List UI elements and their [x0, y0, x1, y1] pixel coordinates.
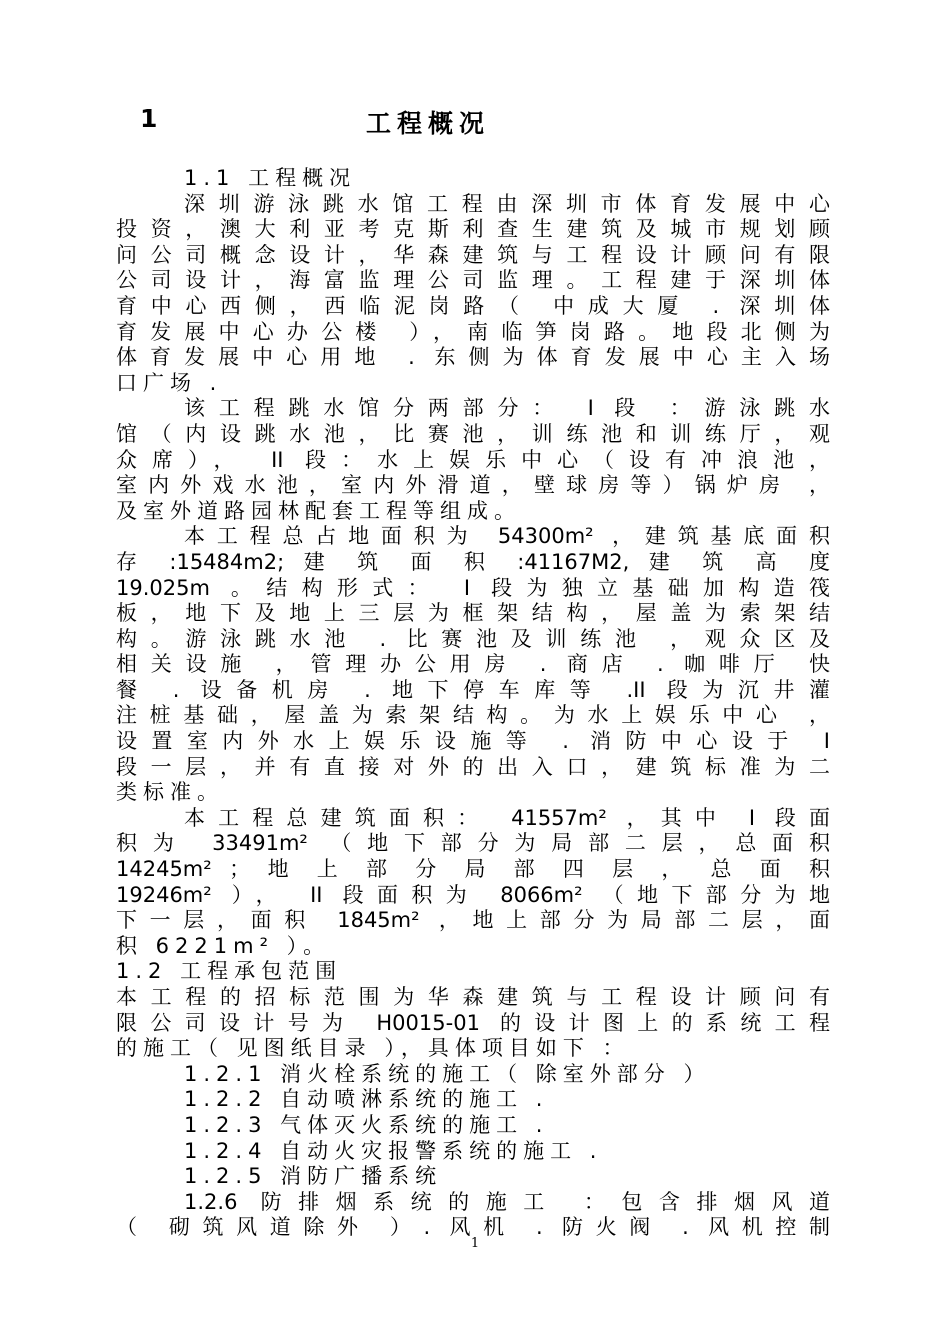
text-line: 室内外戏水池，室内外滑道，壁球房等）锅炉房 ，: [116, 473, 830, 498]
text-line: 板，地下及地上三层为框架结构，屋盖为索架结: [116, 601, 830, 626]
text-line: 1.1 工程概况: [184, 166, 357, 190]
text-line: 口广场 .: [116, 370, 223, 395]
text-line: 公司设计，海富监理公司监理。工程建于深圳体: [116, 268, 830, 293]
text-line: 本工程总建筑面积： 41557m² ，其中 I 段面: [184, 805, 830, 830]
text-line: 类标准。: [116, 780, 224, 805]
text-line: 问公司概念设计，华森建筑与工程设计顾问有限: [116, 242, 830, 267]
text-line: 19.025m 。结构形式： I 段为独立基础加构造筏: [116, 575, 830, 600]
document-body: [116, 166, 830, 1241]
chapter-number: 1: [140, 104, 158, 133]
text-line: 1.2.5 消防广播系统: [184, 1164, 443, 1189]
text-line: 及室外道路园林配套工程等组成。: [116, 498, 521, 523]
text-line: 注桩基础，屋盖为索架结构。为水上娱乐中心 ，: [116, 703, 830, 728]
text-line: 14245m² ； 地 上 部 分 局 部 四 层 ， 总 面 积: [116, 857, 830, 882]
text-line: 投资，澳大利亚考克斯利查生建筑及城市规划顾: [116, 217, 830, 242]
chapter-heading: [0, 104, 950, 138]
text-line: 育发展中心办公楼 ），南临笋岗路。地段北侧为: [116, 319, 830, 344]
chapter-title: 工程概况: [366, 109, 491, 138]
text-line: 1.2.2 自动喷淋系统的施工 .: [184, 1087, 549, 1112]
text-line: 本工程的招标范围为华森建筑与工程设计顾问有: [116, 985, 830, 1009]
text-line: 设置室内外水上娱乐设施等 . 消防中心设于 I: [116, 729, 830, 754]
text-line: 构。游泳跳水池 . 比赛池及训练池 ，观众区及: [116, 626, 830, 651]
text-line: 积 6221m² ）。: [116, 933, 331, 958]
text-line: 积为 33491m² （地下部分为局部二层，总面积: [116, 831, 830, 856]
text-line: 众席）， II 段：水上娱乐中心（设有冲浪池，: [116, 447, 830, 472]
text-line: 深圳游泳跳水馆工程由深圳市体育发展中心: [184, 191, 830, 216]
text-line: 1.2 工程承包范围: [116, 959, 343, 984]
text-line: 的施工（ 见图纸目录 ），具体项目如下 ：: [116, 1036, 630, 1061]
text-line: 段一层，并有直接对外的出入口，建筑标准为二: [116, 754, 830, 779]
text-line: 1.2.3 气体灭火系统的施工 .: [184, 1112, 549, 1137]
text-line: 1.2.6 防排烟系统的施工 ：包含排烟风道: [184, 1189, 830, 1214]
text-line: 本工程总占地面积为 54300m² ，建筑基底面积: [184, 524, 830, 549]
page-number: 1: [470, 1236, 480, 1251]
text-line: 限公司设计号为 H0015-01 的设计图上的系统工程: [116, 1010, 830, 1035]
text-line: 下一层，面积 1845m² ，地上部分为局部二层，面: [116, 908, 830, 933]
text-line: 1.2.1 消火栓系统的施工（ 除室外部分 ）: [184, 1061, 711, 1086]
text-line: 1.2.4 自动火灾报警系统的施工 .: [184, 1138, 603, 1163]
text-line: 体育发展中心用地 . 东侧为体育发展中心主入场: [116, 345, 830, 370]
text-line: 19246m² ）， II 段面积为 8066m² （地下部分为地: [116, 882, 830, 907]
text-line: 馆（内设跳水池，比赛池，训练池和训练厅，观: [116, 421, 830, 446]
text-line: 存 :15484m2; 建 筑 面 积 :41167M2, 建 筑 高 度: [116, 549, 830, 574]
text-line: 该工程跳水馆分两部分： I 段 ：游泳跳水: [184, 396, 830, 421]
text-line: 相关设施 ，管理办公用房 . 商店 . 咖啡厅 快: [116, 652, 830, 677]
text-line: （ 砌筑风道除外 ）. 风机 . 防火阀 . 风机控制: [116, 1215, 830, 1240]
text-line: 育中心西侧，西临泥岗路（ 中成大厦 . 深圳体: [116, 293, 830, 318]
text-line: 餐 . 设备机房 . 地下停车库等 .II 段为沉井灌: [116, 677, 830, 702]
